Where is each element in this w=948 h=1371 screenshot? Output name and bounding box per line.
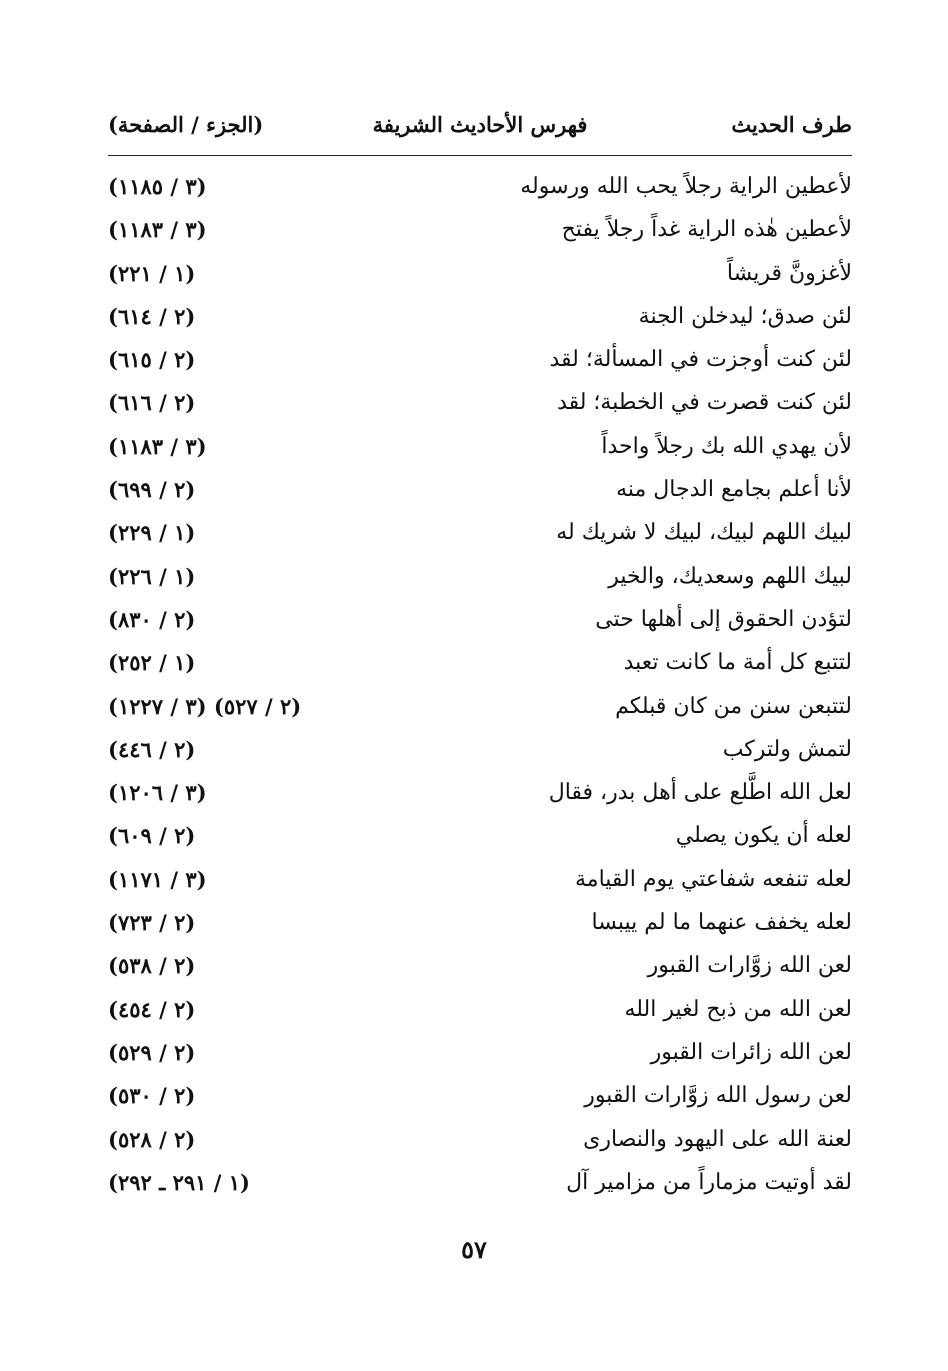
volume-page-ref: (٢ / ٤٤٦) [108,736,196,762]
index-entry [108,428,852,471]
page-number: ٥٧ [461,1235,487,1264]
index-entry [108,1121,852,1164]
hadith-text: لأن يهدي الله بك رجلاً واحداً [601,433,852,459]
volume-page-ref: (٣ / ١١٨٥) [108,174,207,199]
index-entry [108,211,852,254]
header-index-title: فهرس الأحاديث الشريفة [372,112,588,137]
volume-page-ref: (٢ / ٨٣٠) [108,606,196,632]
header-volume-page-column: (الجزء / الصفحة) [108,112,264,137]
volume-page-ref: (٢ / ٥٢٩) [108,1039,196,1065]
volume-page-ref: (٢ / ٦٠٩) [108,823,196,849]
volume-page-ref: (١ / ٢٢٦) [108,563,196,589]
index-entry [108,601,852,644]
hadith-text: لتتبع كل أمة ما كانت تعبد [623,650,852,676]
header-hadith-column: طرف الحديث [731,112,852,137]
index-entry [108,384,852,427]
index-entry [108,817,852,860]
volume-page-ref: (٢ / ٦١٤) [108,303,196,329]
volume-page-ref: (٣ / ١١٧١) [108,866,207,892]
index-entry [108,168,852,211]
index-entry [108,688,852,731]
hadith-text: لئن كنت قصرت في الخطبة؛ لقد [557,390,852,416]
index-entry [108,904,852,947]
hadith-text: لعن الله زائرات القبور [650,1039,852,1065]
hadith-text: لئن صدق؛ ليدخلن الجنة [638,303,852,329]
hadith-text: لعله يخفف عنهما ما لم ييبسا [591,910,852,936]
hadith-text: لعله تنفعه شفاعتي يوم القيامة [574,866,852,892]
index-entry [108,774,852,817]
index-entry [108,1164,852,1207]
index-entry [108,991,852,1034]
volume-page-ref: (٢ / ٦٩٩) [108,477,196,503]
hadith-text: لأنا أعلم بجامع الدجال منه [616,477,852,503]
hadith-text: لبيك اللهم لبيك، لبيك لا شريك له [556,520,852,546]
volume-page-ref: (٣ / ١١٨٣) [108,217,207,243]
hadith-text: لعنة الله على اليهود والنصارى [583,1126,852,1152]
hadith-index-list [108,168,852,1207]
hadith-text: لعن الله زوَّارات القبور [647,953,852,979]
index-entry [108,1034,852,1077]
index-entry [108,947,852,990]
index-entry [108,341,852,384]
volume-page-ref: (١ / ٢٢١) [108,260,196,286]
index-entry [108,514,852,557]
volume-page-ref: (٢ / ٤٥٤) [108,996,196,1022]
volume-page-ref: (١ / ٢٩١ ـ ٢٩٢) [108,1169,250,1195]
hadith-text: لبيك اللهم وسعديك، والخير [608,563,852,589]
header-divider [108,155,852,156]
volume-page-ref: (٣ / ١٢٠٦) [108,780,207,806]
volume-page-ref: (١ / ٢٢٩) [108,520,196,546]
index-entry [108,255,852,298]
hadith-text: لتتبعن سنن من كان قبلكم [615,693,852,719]
volume-page-ref: (٢ / ٥٣٠) [108,1083,196,1109]
hadith-text: لأعطين هٰذه الراية غداً رجلاً يفتح [561,217,852,243]
index-entry [108,861,852,904]
index-entry [108,1077,852,1120]
index-header [108,112,852,146]
volume-page-ref: (٢ / ٥٢٨) [108,1126,196,1152]
volume-page-ref: (٢ / ٦١٦) [108,390,196,416]
hadith-text: لعل الله اطَّلع على أهل بدر، فقال [548,780,852,806]
hadith-text: لقد أوتيت مزماراً من مزامير آل [566,1169,852,1195]
volume-page-ref: (٢ / ٧٢٣) [108,910,196,936]
hadith-text: لعن رسول الله زوَّارات القبور [584,1083,852,1109]
hadith-text: لعله أن يكون يصلي [675,823,852,849]
index-entry [108,644,852,687]
volume-page-ref: (٢ / ٦١٥) [108,347,196,373]
volume-page-ref: (٣ / ١١٨٣) [108,433,207,459]
index-entry [108,731,852,774]
volume-page-ref: (٢ / ٥٣٨) [108,953,196,979]
volume-page-ref: (٢ / ٥٢٧) (٣ / ١٢٢٧) [108,693,302,719]
hadith-text: لتمش ولتركب [722,736,852,762]
hadith-text: لتؤدن الحقوق إلى أهلها حتى [595,606,852,632]
volume-page-ref: (١ / ٢٥٢) [108,650,196,676]
index-entry [108,558,852,601]
hadith-text: لعن الله من ذبح لغير الله [624,996,852,1022]
hadith-text: لأعطين الراية رجلاً يحب الله ورسوله [520,174,852,199]
hadith-text: لأغزونَّ قريشاً [726,260,852,286]
index-entry [108,298,852,341]
index-entry [108,471,852,514]
hadith-text: لئن كنت أوجزت في المسألة؛ لقد [549,347,852,373]
